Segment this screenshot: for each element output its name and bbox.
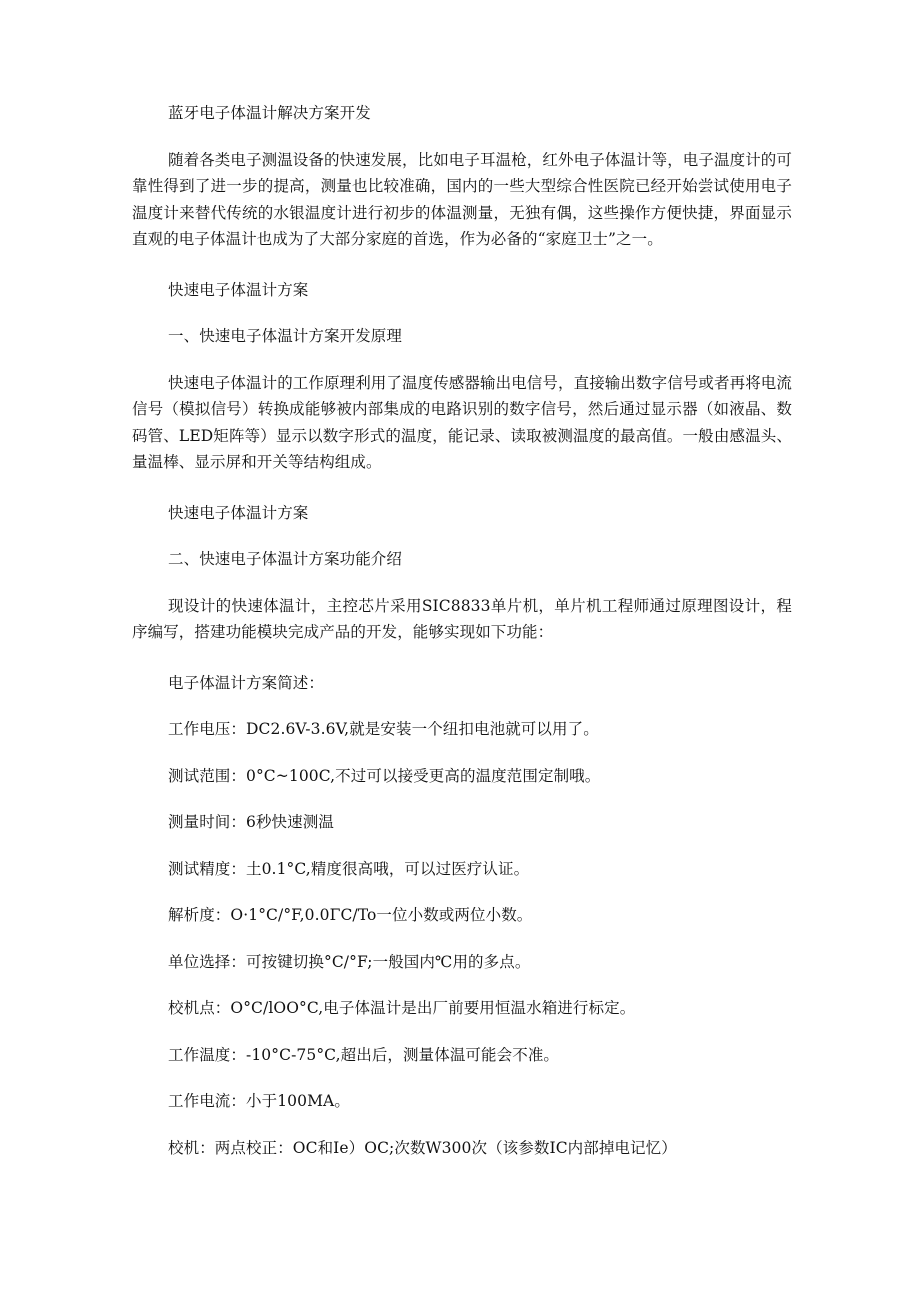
- spec-item-current: 工作电流：小于100MA。: [168, 1092, 350, 1110]
- document-title: 蓝牙电子体温计解决方案开发: [168, 104, 371, 122]
- section1-body: 快速电子体温计的工作原理利用了温度传感器输出电信号，直接输出数字信号或者再将电流信号（模拟信号）转换成能够被内部集成的电路识别的数字信号，然后通过显示器（如液晶、数码管、LED矩阵等）显示以数字形式的温度，能记录、读取被测温度的最高值。一般由感温头、量温棒、显示屏和开关等结构组成。: [132, 373, 793, 471]
- spec-item-calibration-point: 校机点：O°C/lOO°C,电子体温计是出厂前要用恒温水箱进行标定。: [168, 999, 636, 1017]
- spec-item-voltage: 工作电压：DC2.6V-3.6V,就是安装一个纽扣电池就可以用了。: [168, 720, 599, 738]
- section2-body: 现设计的快速体温计，主控芯片采用SIC8833单片机，单片机工程师通过原理图设计，程序编写，搭建功能模块完成产品的开发，能够实现如下功能：: [132, 596, 792, 641]
- section1-subheading: 一、快速电子体温计方案开发原理: [168, 327, 403, 345]
- spec-item-time: 测量时间：6秒快速测温: [168, 813, 334, 831]
- spec-item-unit: 单位选择：可按键切换°C/°F;一般国内℃用的多点。: [168, 952, 531, 971]
- spec-item-operating-temp: 工作温度：-10°C-75°C,超出后，测量体温可能会不准。: [168, 1045, 560, 1064]
- spec-item-range: 测试范围：0°C~100C,不过可以接受更高的温度范围定制哦。: [168, 766, 601, 785]
- section2-heading: 快速电子体温计方案: [168, 503, 309, 522]
- spec-item-calibration: 校机：两点校正：OC和Ie）OC;次数W300次（该参数IC内部掉电记忆）: [168, 1138, 677, 1157]
- spec-item-accuracy: 测试精度：土0.1°C,精度很高哦，可以过医疗认证。: [168, 859, 530, 878]
- spec-item-resolution: 解析度：O·1°C/°F,0.0ΓC/To一位小数或两位小数。: [168, 906, 533, 924]
- intro-paragraph: 随着各类电子测温设备的快速发展，比如电子耳温枪，红外电子体温计等，电子温度计的可靠性得到了进一步的提高，测量也比较准确，国内的一些大型综合性医院已经开始尝试使用电子温度计来替代传统的水银温度计进行初步的体温测量，无独有偶，这些操作方便快捷，界面显示直观的电子体温计也成为了大部分家庭的首选，作为必备的“家庭卫士”之一。: [132, 150, 793, 248]
- section2-subheading: 二、快速电子体温计方案功能介绍: [168, 550, 403, 568]
- spec-heading: 电子体温计方案简述：: [168, 673, 325, 692]
- document-content: [132, 100, 792, 1181]
- section1-heading: 快速电子体温计方案: [168, 280, 309, 299]
